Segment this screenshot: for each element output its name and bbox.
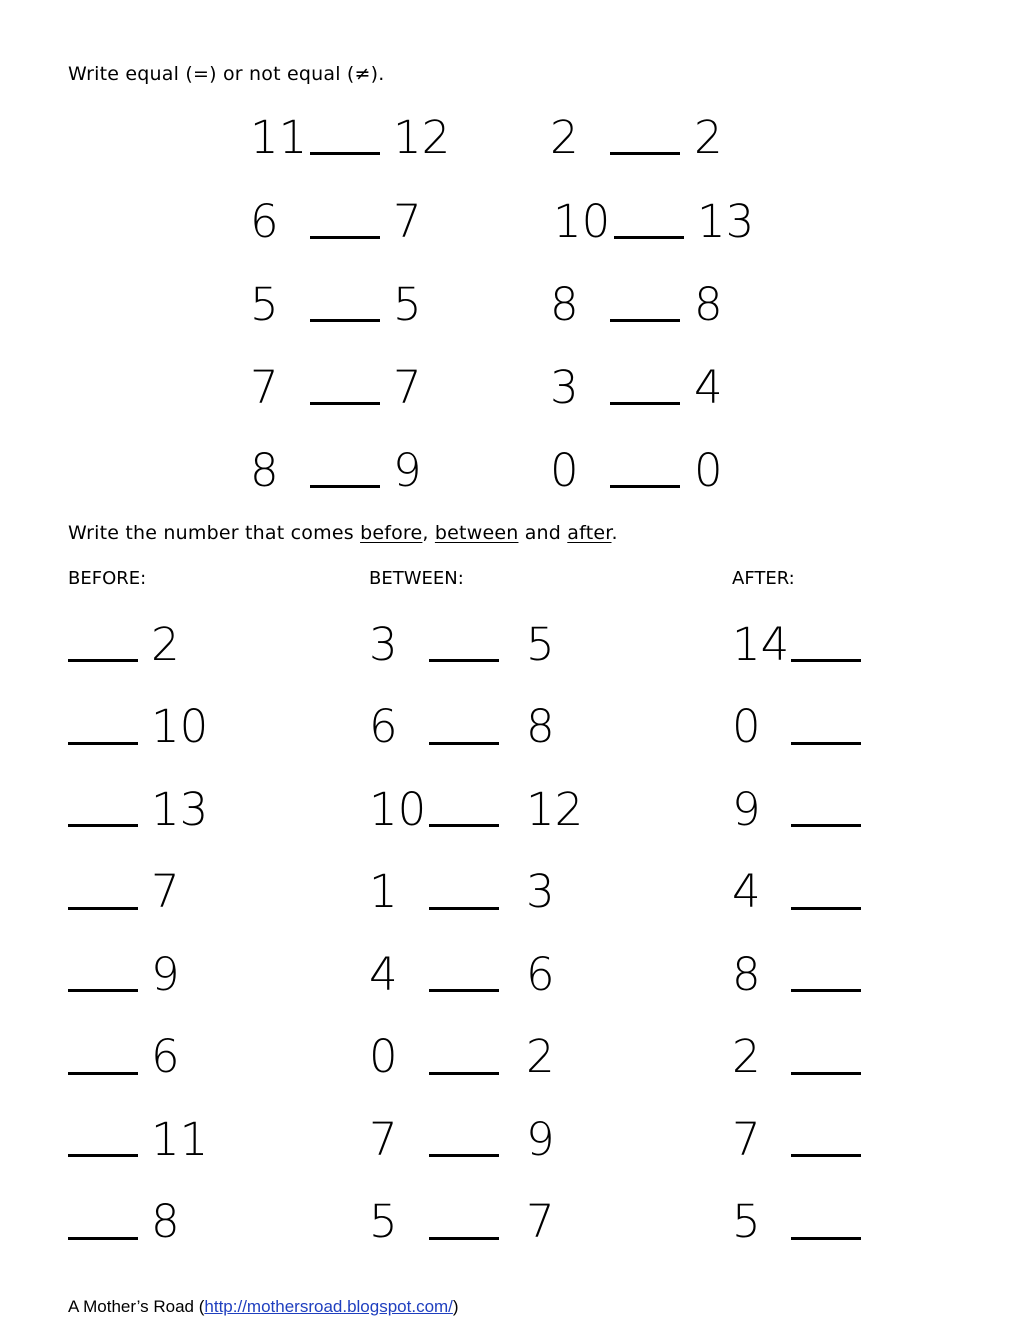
number-b: 3 — [526, 865, 555, 918]
number-b: 2 — [526, 1030, 555, 1083]
number-b: 2 — [694, 111, 723, 164]
answer-blank[interactable] — [610, 152, 680, 155]
answer-blank[interactable] — [429, 742, 499, 745]
number-a: 6 — [250, 195, 279, 248]
answer-blank[interactable] — [429, 907, 499, 910]
answer-blank[interactable] — [429, 1072, 499, 1075]
number-a: 3 — [369, 618, 398, 671]
answer-blank[interactable] — [791, 989, 861, 992]
number-a: 5 — [369, 1195, 398, 1248]
answer-blank[interactable] — [68, 1072, 138, 1075]
answer-blank[interactable] — [429, 1237, 499, 1240]
number: 0 — [732, 700, 761, 753]
answer-blank[interactable] — [68, 907, 138, 910]
number-b: 7 — [526, 1195, 555, 1248]
header-between: BETWEEN: — [369, 568, 464, 589]
answer-blank[interactable] — [68, 1154, 138, 1157]
answer-blank[interactable] — [791, 742, 861, 745]
number-b: 13 — [697, 195, 755, 248]
number-a: 3 — [550, 361, 579, 414]
answer-blank[interactable] — [68, 989, 138, 992]
number: 10 — [151, 700, 209, 753]
answer-blank[interactable] — [610, 485, 680, 488]
number-a: 6 — [369, 700, 398, 753]
answer-blank[interactable] — [429, 1154, 499, 1157]
number-a: 8 — [550, 278, 579, 331]
footer-prefix: A Mother’s Road ( — [68, 1297, 205, 1316]
answer-blank[interactable] — [429, 659, 499, 662]
number-b: 0 — [694, 444, 723, 497]
answer-blank[interactable] — [68, 1237, 138, 1240]
number: 9 — [732, 783, 761, 836]
number-b: 4 — [694, 361, 723, 414]
answer-blank[interactable] — [791, 824, 861, 827]
number: 13 — [151, 783, 209, 836]
number-a: 8 — [250, 444, 279, 497]
instruction-equal: Write equal (=) or not equal (≠). — [68, 63, 385, 85]
number-b: 7 — [393, 361, 422, 414]
answer-blank[interactable] — [68, 659, 138, 662]
number-a: 0 — [550, 444, 579, 497]
instruction-comma: , — [422, 522, 435, 544]
answer-blank[interactable] — [614, 236, 684, 239]
answer-blank[interactable] — [429, 824, 499, 827]
number: 2 — [732, 1030, 761, 1083]
answer-blank[interactable] — [310, 152, 380, 155]
footer — [68, 1297, 459, 1317]
number-b: 12 — [393, 111, 451, 164]
number-b: 12 — [526, 783, 584, 836]
word-after: after — [567, 522, 612, 544]
answer-blank[interactable] — [68, 824, 138, 827]
answer-blank[interactable] — [610, 319, 680, 322]
number: 6 — [151, 1030, 180, 1083]
number-a: 5 — [250, 278, 279, 331]
answer-blank[interactable] — [791, 1154, 861, 1157]
answer-blank[interactable] — [791, 1237, 861, 1240]
number-a: 10 — [369, 783, 427, 836]
answer-blank[interactable] — [310, 236, 380, 239]
number-b: 9 — [393, 444, 422, 497]
instruction-and: and — [518, 522, 568, 544]
header-before: BEFORE: — [68, 568, 147, 589]
number: 7 — [151, 865, 180, 918]
number-a: 7 — [250, 361, 279, 414]
answer-blank[interactable] — [68, 742, 138, 745]
instruction-period: . — [611, 522, 618, 544]
footer-suffix: ) — [452, 1297, 459, 1316]
number-a: 2 — [550, 111, 579, 164]
word-before: before — [360, 522, 423, 544]
number: 8 — [732, 948, 761, 1001]
number: 14 — [732, 618, 790, 671]
number-b: 5 — [526, 618, 555, 671]
number: 7 — [732, 1113, 761, 1166]
number-b: 8 — [526, 700, 555, 753]
answer-blank[interactable] — [310, 485, 380, 488]
number: 8 — [151, 1195, 180, 1248]
number-a: 4 — [369, 948, 398, 1001]
number: 2 — [151, 618, 180, 671]
number-b: 7 — [393, 195, 422, 248]
number-a: 1 — [369, 865, 398, 918]
number: 5 — [732, 1195, 761, 1248]
footer-link[interactable]: http://mothersroad.blogspot.com/ — [204, 1297, 453, 1316]
number-b: 6 — [526, 948, 555, 1001]
answer-blank[interactable] — [791, 659, 861, 662]
number: 4 — [732, 865, 761, 918]
number-a: 7 — [369, 1113, 398, 1166]
number-a: 11 — [250, 111, 308, 164]
number-b: 9 — [526, 1113, 555, 1166]
number-b: 8 — [694, 278, 723, 331]
header-after: AFTER: — [732, 568, 795, 589]
number: 9 — [151, 948, 180, 1001]
answer-blank[interactable] — [429, 989, 499, 992]
number-b: 5 — [393, 278, 422, 331]
number-a: 10 — [553, 195, 611, 248]
number-a: 0 — [369, 1030, 398, 1083]
answer-blank[interactable] — [791, 1072, 861, 1075]
instruction-sequence — [68, 522, 618, 544]
answer-blank[interactable] — [310, 402, 380, 405]
number: 11 — [151, 1113, 209, 1166]
answer-blank[interactable] — [610, 402, 680, 405]
answer-blank[interactable] — [791, 907, 861, 910]
instruction-prefix: Write the number that comes — [68, 522, 361, 544]
word-between: between — [434, 522, 519, 544]
answer-blank[interactable] — [310, 319, 380, 322]
